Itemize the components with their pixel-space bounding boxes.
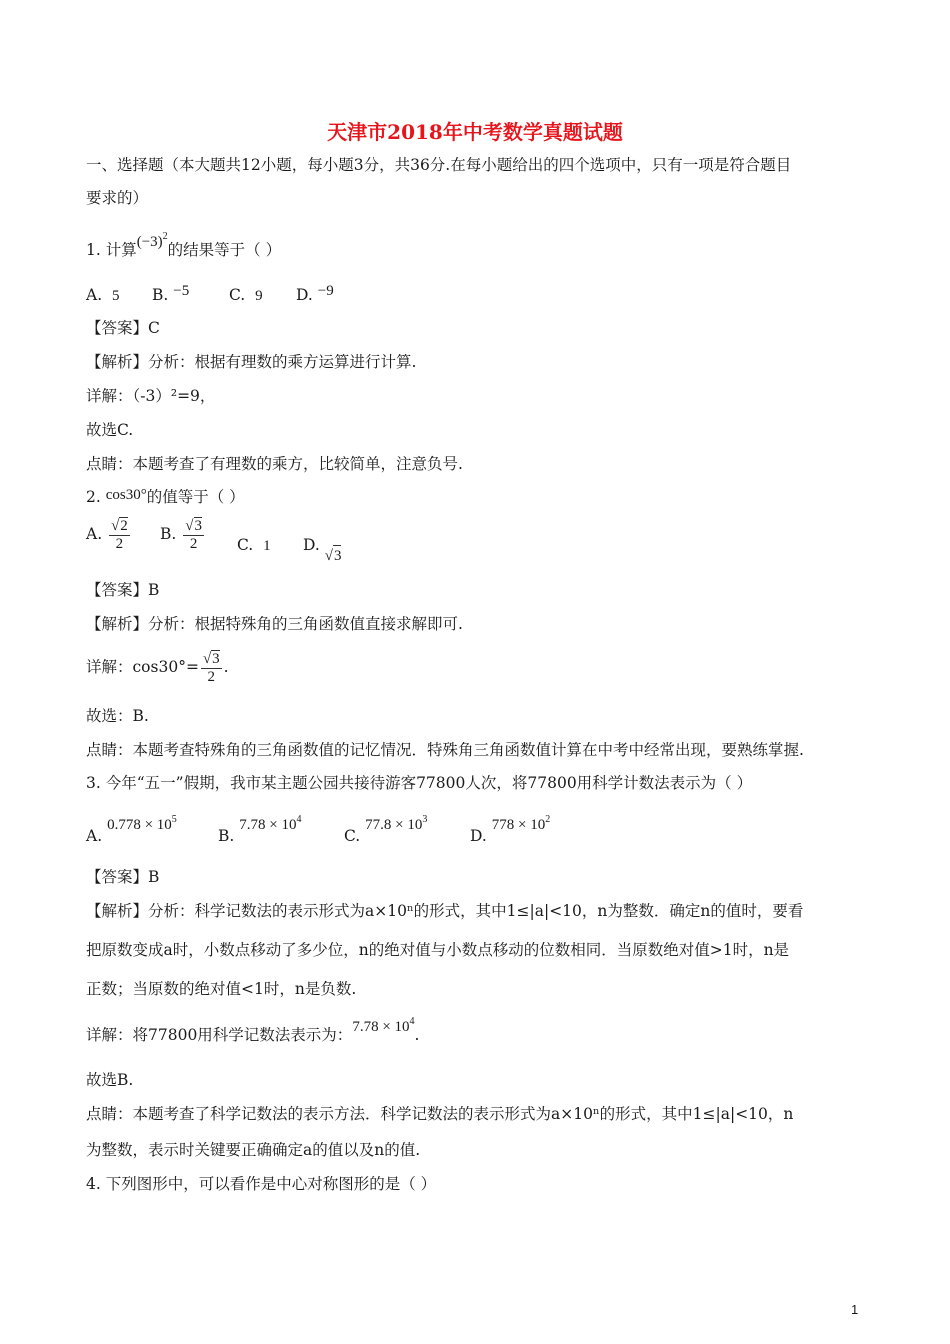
- q1-stem: [86, 231, 282, 261]
- section-intro-line-2: 要求的）: [86, 189, 149, 207]
- q1-analysis: 【解析】分析：根据有理数的乘方运算进行计算.: [86, 353, 417, 371]
- page-title: 天津市2018年中考数学真题试题: [327, 120, 623, 144]
- q1-option-b: B. −5: [152, 283, 190, 304]
- q3-choose: 故选B.: [86, 1071, 134, 1089]
- q1-option-d: D. −9: [296, 283, 334, 304]
- q3-analysis-line-2: 把原数变成a时，小数点移动了多少位，n的绝对值与小数点移动的位数相同．当原数绝对值>1时，n是: [86, 941, 790, 959]
- q3-stem: 3. 今年“五一”假期，我市某主题公园共接待游客77800人次，将77800用科学计数法表示为（ ）: [86, 774, 753, 792]
- q2-option-b: B. $\frac{√3}{2}$: [160, 518, 202, 552]
- q1-base: (−3): [136, 234, 163, 250]
- q3-option-c: C. $77.8 \times 10^3$: [344, 814, 428, 845]
- q3-option-b: B. $7.78 \times 10^4$: [218, 814, 302, 845]
- q2-expression: cos30°: [105, 487, 147, 503]
- q1-option-c: C. 9: [229, 286, 263, 304]
- q1-comment: 点睛：本题考查了有理数的乘方，比较简单，注意负号.: [86, 455, 463, 473]
- q1-suffix: 的结果等于（ ）: [167, 241, 282, 259]
- q2-prefix: 2.: [86, 488, 101, 506]
- section-intro-line-1: 一、选择题（本大题共12小题，每小题3分，共36分.在每小题给出的四个选项中，只有一项是符合题目: [86, 156, 792, 174]
- q3-detail: 详解：将77800用科学记数法表示为：$7.78 \times 10^4$.: [86, 1016, 420, 1044]
- q3-answer: 【答案】B: [86, 868, 160, 886]
- q3-option-d: D. $778 \times 10^2$: [470, 814, 551, 845]
- q3-analysis-line-1: 【解析】分析：科学记数法的表示形式为a×10ⁿ的形式，其中1≤|a|<10，n为整数．确定n的值时，要看: [86, 902, 804, 920]
- q2-option-c: C. 1: [237, 536, 271, 554]
- q2-stem: [86, 487, 245, 508]
- q2-option-a: A. $\frac{√2}{2}$: [86, 518, 128, 552]
- q1-choose: 故选C.: [86, 421, 134, 439]
- q2-answer: 【答案】B: [86, 581, 160, 599]
- q2-suffix: 的值等于（ ）: [146, 488, 245, 506]
- q1-expression: [136, 231, 168, 250]
- q1-detail: 详解：（-3）²=9，: [86, 387, 216, 405]
- q2-analysis: 【解析】分析：根据特殊角的三角函数值直接求解即可.: [86, 615, 463, 633]
- q2-choose: 故选：B.: [86, 707, 149, 725]
- q3-comment-line-1: 点睛：本题考查了科学记数法的表示方法．科学记数法的表示形式为a×10ⁿ的形式，其中1≤|a|<10，n: [86, 1105, 794, 1123]
- q3-analysis-line-3: 正数；当原数的绝对值<1时，n是负数.: [86, 980, 357, 998]
- q2-detail: 详解：cos30°= $\frac{√3}{2}$ .: [86, 651, 229, 685]
- q2-option-d: D. √3: [303, 536, 342, 564]
- q1-prefix: 1. 计算: [86, 241, 137, 259]
- q4-stem: 4. 下列图形中，可以看作是中心对称图形的是（ ）: [86, 1175, 437, 1193]
- q1-exponent: 2: [162, 231, 168, 242]
- q3-comment-line-2: 为整数，表示时关键要正确确定a的值以及n的值.: [86, 1141, 421, 1159]
- q3-option-a: A. $0.778 \times 10^5$: [86, 814, 177, 845]
- q1-option-a: A. 5: [86, 286, 120, 304]
- page-number: 1: [851, 1302, 859, 1317]
- q1-answer: 【答案】C: [86, 319, 160, 337]
- q2-comment: 点睛：本题考查特殊角的三角函数值的记忆情况．特殊角三角函数值计算在中考中经常出现，要熟练掌握.: [86, 741, 804, 759]
